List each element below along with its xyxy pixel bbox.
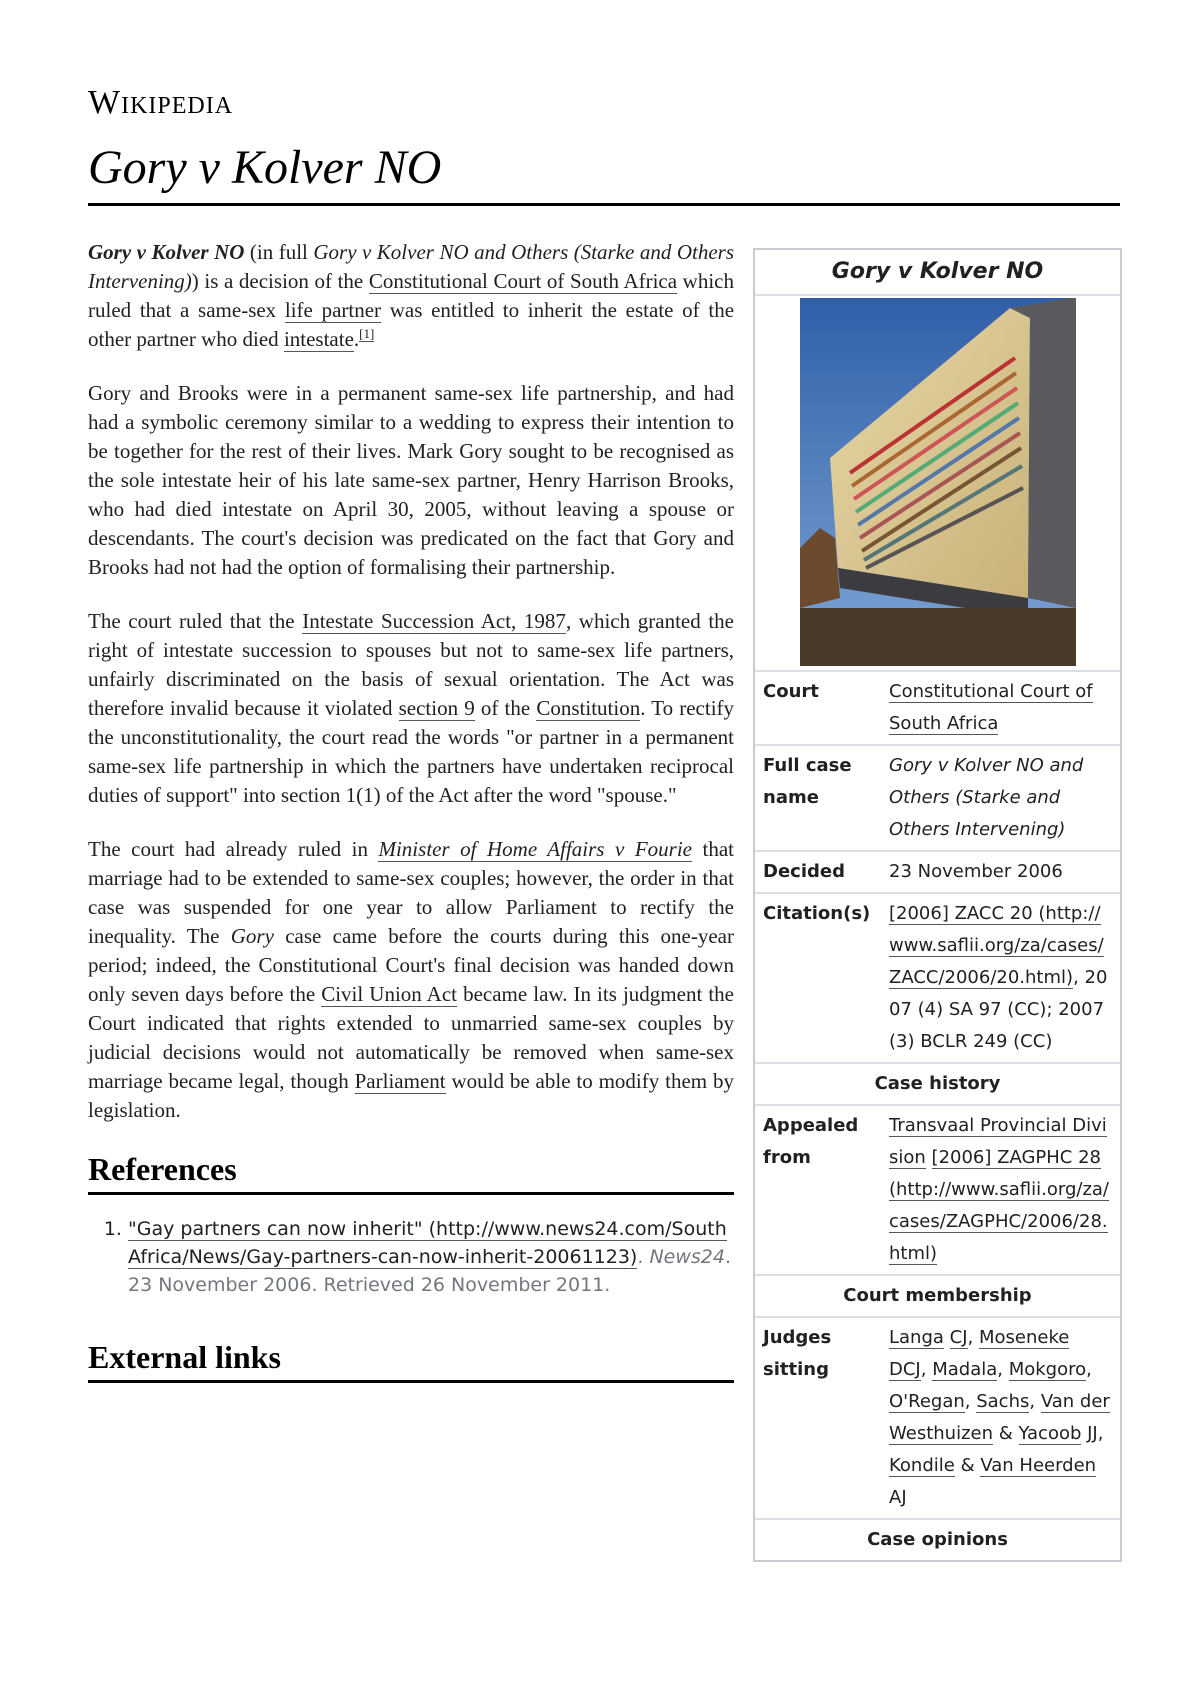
- reference-1-source: News24: [649, 1246, 725, 1268]
- full-case-name-value: Gory v Kolver NO and Others (Starke and Others Intervening): [889, 755, 1084, 840]
- intro-full-name: Gory v Kolver NO and Others (Starke and Others Intervening): [88, 240, 734, 293]
- link-intestate-succession-act[interactable]: Intestate Succession Act, 1987: [302, 609, 566, 633]
- link-parliament[interactable]: Parliament: [354, 1069, 446, 1093]
- judge-kondile-link[interactable]: Kondile: [889, 1455, 955, 1476]
- decided-label: Decided: [755, 851, 881, 893]
- link-intestate[interactable]: intestate: [283, 327, 354, 351]
- page-title: Gory v Kolver NO: [88, 140, 1120, 206]
- judge-madala-link[interactable]: Madala: [932, 1359, 998, 1380]
- court-building-photo[interactable]: [800, 298, 1076, 666]
- judge-van-heerden-link[interactable]: Van Heerden: [980, 1455, 1097, 1476]
- infobox: [753, 248, 1122, 1562]
- link-fourie-case[interactable]: Minister of Home Affairs v Fourie: [378, 837, 692, 861]
- references-list: [88, 1215, 734, 1299]
- article-body: [88, 238, 734, 1383]
- intro-paragraph: Gory v Kolver NO (in full Gory v Kolver NO and Others (Starke and Others Intervening)) is a decision of the Constitutional Court of South Africa which ruled that a same-sex life partner was entitled to inherit the estate of the other partner who died intestate.[1]: [88, 240, 735, 351]
- reference-item: 1. "Gay partners can now inherit" (http://www.news24.com/SouthAfrica/News/Gay-partners-can-now-inherit-20061123). News24. 23 November 2006. Retrieved 26 November 2011.: [128, 1215, 734, 1299]
- link-constitution[interactable]: Constitution: [536, 696, 641, 720]
- full-case-name-label: Full case name: [755, 745, 881, 851]
- link-constitutional-court[interactable]: Constitutional Court of South Africa: [368, 269, 678, 293]
- judges-value: Langa CJ, Moseneke DCJ, Madala, Mokgoro, O'Regan, Sachs, Van der Westhuizen & Yacoob JJ, Kondile & Van Heerden AJ: [881, 1317, 1120, 1519]
- infobox-row-judges: [755, 1317, 1120, 1519]
- judge-sachs-link[interactable]: Sachs: [976, 1391, 1030, 1412]
- link-life-partner[interactable]: life partner: [284, 298, 382, 322]
- infobox-row-court: [755, 671, 1120, 745]
- judge-mokgoro-link[interactable]: Mokgoro: [1008, 1359, 1087, 1380]
- external-links-heading: External links: [88, 1339, 734, 1383]
- reference-1-link[interactable]: "Gay partners can now inherit" (http://www.news24.com/SouthAfrica/News/Gay-partners-can-now-inherit-20061123): [128, 1218, 727, 1268]
- decided-value: 23 November 2006: [881, 851, 1120, 893]
- citations-label: Citation(s): [755, 893, 881, 1063]
- transvaal-division-link[interactable]: Transvaal Provincial Division: [889, 1115, 1107, 1168]
- judges-label: Judges sitting: [755, 1317, 881, 1519]
- court-value-link[interactable]: Constitutional Court of South Africa: [889, 681, 1093, 734]
- infobox-row-appealed: [755, 1105, 1120, 1275]
- judge-yacoob-link[interactable]: Yacoob: [1018, 1423, 1082, 1444]
- background-paragraph: Gory and Brooks were in a permanent same-sex life partnership, and had had a symbolic ceremony similar to a wedding to express their intention to be together for the rest of their lives. Mark Gory sought to be recognised as the sole intestate heir of his late same-sex partner, Henry Harrison Brooks, who had died intestate on April 30, 2005, without leaving a spouse or descendants. The court's decision was predicated on the fact that Gory and Brooks had not had the option of formalising their partnership.: [88, 381, 734, 579]
- infobox-row-full-name: [755, 745, 1120, 851]
- judge-langa-link[interactable]: Langa: [889, 1327, 944, 1348]
- court-label: Court: [755, 671, 881, 745]
- appealed-from-label: Appealed from: [755, 1105, 881, 1275]
- zagphc-link[interactable]: [2006] ZAGPHC 28 (http://www.saflii.org/za/cases/ZAGPHC/2006/28.html): [889, 1147, 1109, 1264]
- ruling-paragraph: The court ruled that the Intestate Succession Act, 1987, which granted the right of intestate succession to spouses but not to same-sex life partners, unfairly discriminated on the basis of sexual orientation. The Act was therefore invalid because it violated section 9 of the Constitution. To rectify the unconstitutionality, the court read the words "or partner in a permanent same-sex life partnership in which the partners have undertaken reciprocal duties of support" into section 1(1) of the Act after the word "spouse.": [88, 609, 735, 807]
- case-history-heading: Case history: [755, 1063, 1120, 1105]
- wikipedia-wordmark[interactable]: Wikipedia: [88, 84, 234, 121]
- link-section-9[interactable]: section 9: [398, 696, 475, 720]
- dcj-link[interactable]: DCJ: [889, 1359, 921, 1380]
- judge-oregan-link[interactable]: O'Regan: [889, 1391, 965, 1412]
- citation-1[interactable]: [1]: [359, 326, 375, 341]
- citation-zacc-link[interactable]: [2006] ZACC 20 (http://www.saflii.org/za/cases/ZACC/2006/20.html): [889, 903, 1104, 988]
- references-heading: References: [88, 1151, 734, 1195]
- judge-moseneke-link[interactable]: Moseneke: [979, 1327, 1070, 1348]
- link-civil-union-act[interactable]: Civil Union Act: [321, 982, 458, 1006]
- case-opinions-heading: Case opinions: [755, 1519, 1120, 1560]
- intro-bold-name: Gory v Kolver NO: [88, 240, 245, 264]
- infobox-image-cell: [755, 295, 1120, 671]
- judge-van-der-westhuizen-link[interactable]: Van der Westhuizen: [889, 1391, 1110, 1444]
- context-paragraph: The court had already ruled in Minister of Home Affairs v Fourie that marriage had to be extended to same-sex couples; however, the order in that case was suspended for one year to allow Parliament to rectify the inequality. The Gory case came before the courts during this one-year period; indeed, the Constitutional Court's final decision was handed down only seven days before the Civil Union Act became law. In its judgment the Court indicated that rights extended to unmarried same-sex couples by judicial decisions would not automatically be removed when same-sex marriage became legal, though Parliament would be able to modify them by legislation.: [88, 837, 735, 1122]
- infobox-row-citations: Citation(s) [2006] ZACC 20 (http://www.saflii.org/za/cases/ZACC/2006/20.html), 2007 (4) SA 97 (CC); 2007 (3) BCLR 249 (CC): [755, 893, 1120, 1063]
- court-membership-heading: Court membership: [755, 1275, 1120, 1317]
- infobox-row-decided: [755, 851, 1120, 893]
- cj-link[interactable]: CJ: [949, 1327, 968, 1348]
- infobox-title: Gory v Kolver NO: [831, 259, 1044, 284]
